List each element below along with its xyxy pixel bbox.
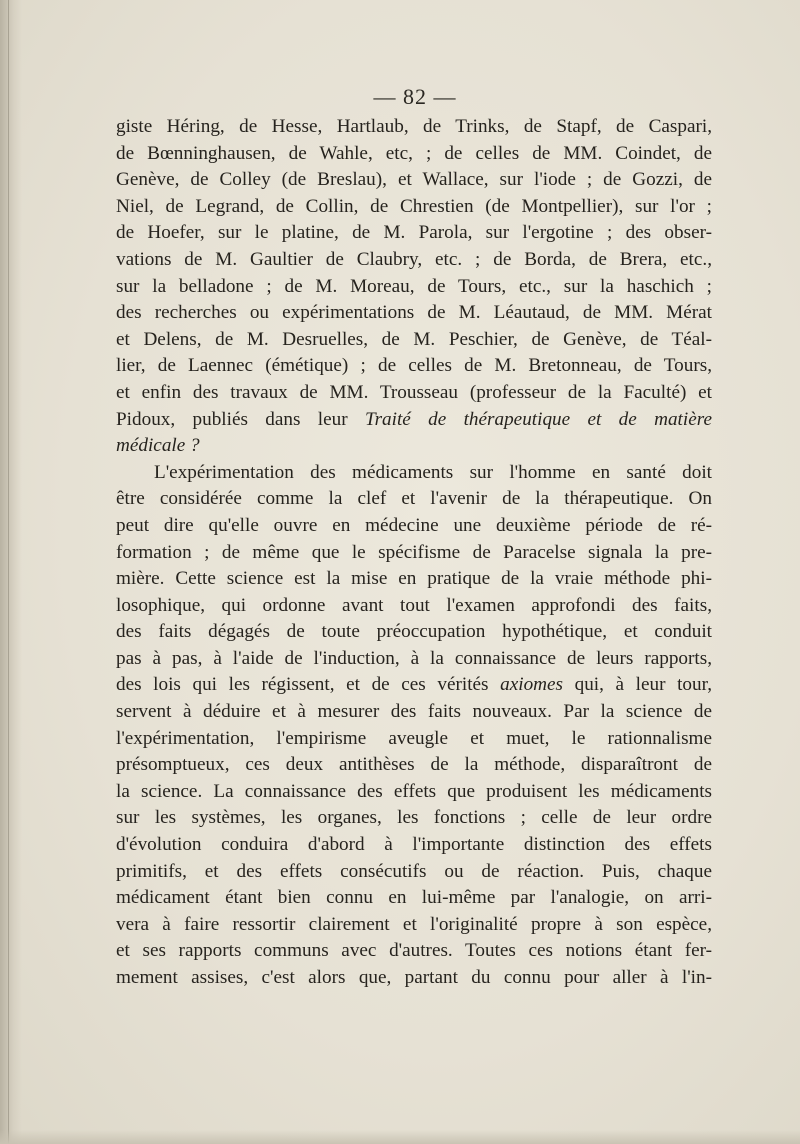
text-fragment: Pidoux, publiés dans leur — [116, 408, 348, 430]
paragraph-start-line: L'expérimentation des médicaments sur l'homme en santé doit — [154, 461, 712, 483]
text-line: giste Héring, de Hesse, Hartlaub, de Trinks, de Stapf, de Caspari, — [116, 116, 712, 137]
body-text — [116, 114, 712, 992]
text-line: formation ; de même que le spécifisme de Paracelse signala la pre- — [116, 541, 712, 563]
text-line: servent à déduire et à mesurer des faits nouveaux. Par la science de — [116, 701, 712, 723]
text-line: vations de M. Gaultier de Claubry, etc. ; de Borda, de Brera, etc., — [116, 248, 712, 270]
text-line: Niel, de Legrand, de Collin, de Chrestien (de Montpellier), sur l'or ; — [116, 195, 712, 217]
text-line — [116, 433, 712, 460]
text-line: sur les systèmes, les organes, les fonctions ; celle de leur ordre — [116, 807, 712, 829]
text-line: d'évolution conduira d'abord à l'importante distinction des effets — [116, 834, 712, 856]
axiomes-italic: axiomes — [500, 674, 563, 696]
book-title-italic-cont: médicale ? — [116, 435, 200, 457]
text-line: médicament étant bien connu en lui-même par l'analogie, on arri- — [116, 887, 712, 909]
text-line: l'expérimentation, l'empirisme aveugle et muet, le rationnalisme — [116, 727, 712, 749]
text-line: lier, de Laennec (émétique) ; de celles de M. Bretonneau, de Tours, — [116, 355, 712, 377]
text-line: mière. Cette science est la mise en pratique de la vraie méthode phi- — [116, 568, 712, 590]
text-fragment: des lois qui les régissent, et de ces vérités — [116, 674, 489, 696]
text-line: vera à faire ressortir clairement et l'originalité propre à son espèce, — [116, 913, 712, 935]
text-line: Genève, de Colley (de Breslau), et Wallace, sur l'iode ; de Gozzi, de — [116, 169, 712, 191]
text-line: primitifs, et des effets consécutifs ou de réaction. Puis, chaque — [116, 860, 712, 882]
text-line: des recherches ou expérimentations de M. Léautaud, de MM. Mérat — [116, 302, 712, 324]
text-fragment: qui, à leur tour, — [574, 674, 712, 696]
text-line: et ses rapports communs avec d'autres. Toutes ces notions étant fer- — [116, 940, 712, 962]
text-line: de Hoefer, sur le platine, de M. Parola, sur l'ergotine ; des obser- — [116, 222, 712, 244]
text-line: losophique, qui ordonne avant tout l'examen approfondi des faits, — [116, 594, 712, 616]
text-line: sur la belladone ; de M. Moreau, de Tours, etc., sur la haschich ; — [116, 275, 712, 297]
binding-line — [8, 0, 9, 1144]
text-line: mement assises, c'est alors que, partant du connu pour aller à l'in- — [116, 967, 712, 988]
page-binding-edge — [0, 0, 22, 1144]
text-line: peut dire qu'elle ouvre en médecine une deuxième période de ré- — [116, 514, 712, 536]
text-line: présomptueux, ces deux antithèses de la méthode, disparaîtront de — [116, 754, 712, 776]
text-line: des faits dégagés de toute préoccupation hypothétique, et conduit — [116, 621, 712, 643]
text-line: la science. La connaissance des effets que produisent les médicaments — [116, 780, 712, 802]
text-line: et Delens, de M. Desruelles, de M. Peschier, de Genève, de Téal- — [116, 328, 712, 350]
page-number: — 82 — — [373, 84, 457, 109]
page-bottom-edge — [0, 1130, 800, 1144]
text-line: être considérée comme la clef et l'avenir de la thérapeutique. On — [116, 488, 712, 510]
text-line: de Bœnninghausen, de Wahle, etc, ; de celles de MM. Coindet, de — [116, 142, 712, 164]
book-title-italic: Traité de thérapeutique et de matière — [364, 408, 713, 430]
text-line-with-italic — [116, 672, 712, 699]
text-line: et enfin des travaux de MM. Trousseau (professeur de la Faculté) et — [116, 381, 712, 403]
text-line: pas à pas, à l'aide de l'induction, à la connaissance de leurs rapports, — [116, 647, 712, 669]
text-line-with-title — [116, 407, 712, 434]
